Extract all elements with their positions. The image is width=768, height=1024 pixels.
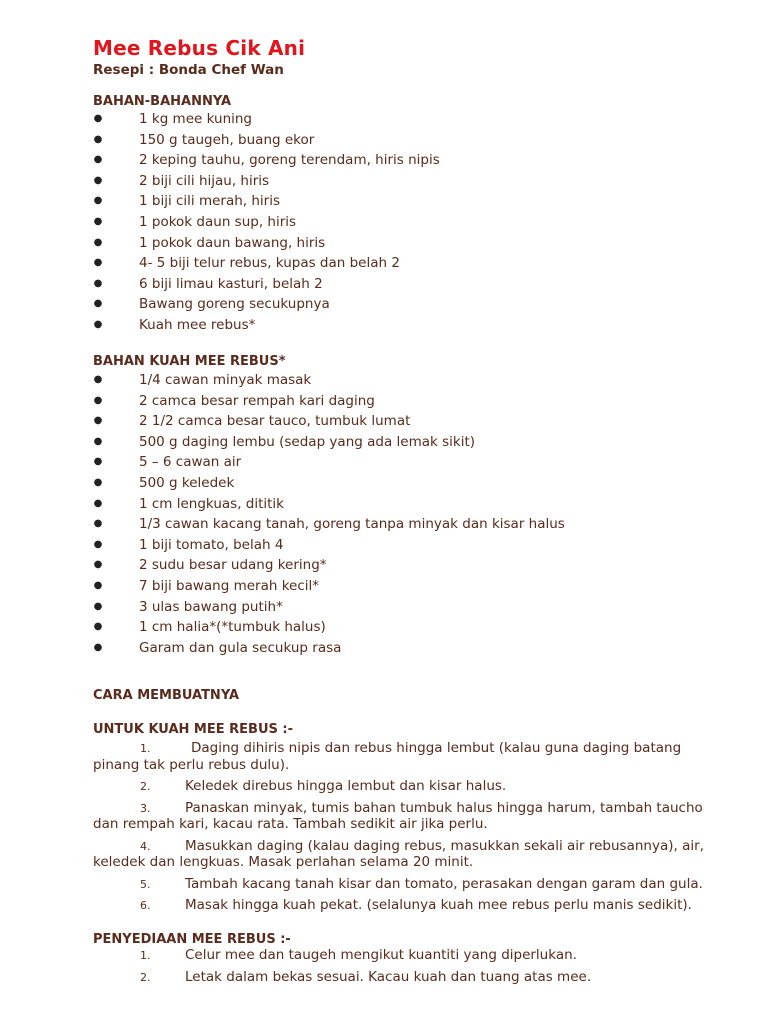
list-item: ● Kuah mee rebus* xyxy=(93,315,713,336)
bullet-icon: ● xyxy=(93,435,103,447)
step-item: 1. Celur mee dan taugeh mengikut kuantiti yang diperlukan. xyxy=(140,947,577,963)
bullet-icon: ● xyxy=(93,497,103,509)
heading-penyediaan: PENYEDIAAN MEE REBUS :- xyxy=(93,932,291,947)
bullet-icon: ● xyxy=(93,236,103,248)
bullet-icon: ● xyxy=(93,579,103,591)
penyediaan-steps xyxy=(93,947,718,990)
bullet-icon: ● xyxy=(93,415,103,427)
list-item: ● 150 g taugeh, buang ekor xyxy=(93,130,713,151)
step-item: 5. Tambah kacang tanah kisar dan tomato, perasakan dengan garam dan gula. xyxy=(140,875,703,892)
kuah-steps xyxy=(93,740,718,919)
bullet-icon: ● xyxy=(93,257,103,269)
list-item: ● 1 kg mee kuning xyxy=(93,109,713,130)
recipe-source: Resepi : Bonda Chef Wan xyxy=(93,62,284,78)
list-item: ● 2 1/2 camca besar tauco, tumbuk lumat xyxy=(93,411,713,432)
bullet-icon: ● xyxy=(93,133,103,145)
bullet-icon: ● xyxy=(93,600,103,612)
bullet-icon: ● xyxy=(93,174,103,186)
recipe-title: Mee Rebus Cik Ani xyxy=(93,36,306,60)
list-item: ● Bawang goreng secukupnya xyxy=(93,294,713,315)
bullet-icon: ● xyxy=(93,394,103,406)
step-item: 2. Letak dalam bekas sesuai. Kacau kuah dan tuang atas mee. xyxy=(140,968,592,985)
bullet-icon: ● xyxy=(93,154,103,166)
list-item: ● 1 pokok daun bawang, hiris xyxy=(93,233,713,254)
list-item: ● 500 g keledek xyxy=(93,473,713,494)
bullet-icon: ● xyxy=(93,641,103,653)
list-item: ● 6 biji limau kasturi, belah 2 xyxy=(93,274,713,295)
heading-untuk-kuah: UNTUK KUAH MEE REBUS :- xyxy=(93,722,293,737)
bullet-icon: ● xyxy=(93,518,103,530)
bullet-icon: ● xyxy=(93,621,103,633)
bahan-list xyxy=(93,109,713,336)
step-item: 3. Panaskan minyak, tumis bahan tumbuk halus hingga harum, tambah taucho dan rempah kari, kacau rata. Tambah sedikit air jika perlu. xyxy=(93,799,703,832)
bullet-icon: ● xyxy=(93,215,103,227)
list-item: ● 2 camca besar rempah kari daging xyxy=(93,391,713,412)
bullet-icon: ● xyxy=(93,195,103,207)
bullet-icon: ● xyxy=(93,456,103,468)
bullet-icon: ● xyxy=(93,538,103,550)
step-item: 1. Daging dihiris nipis dan rebus hingga lembut (kalau guna daging batang pinang tak perlu rebus dulu). xyxy=(93,740,682,773)
bullet-icon: ● xyxy=(93,559,103,571)
list-item: ● 1 cm halia*(*tumbuk halus) xyxy=(93,617,713,638)
list-item: ● 1/4 cawan minyak masak xyxy=(93,370,713,391)
kuah-list xyxy=(93,370,713,658)
list-item: ● 7 biji bawang merah kecil* xyxy=(93,576,713,597)
list-item: ● 2 sudu besar udang kering* xyxy=(93,555,713,576)
list-item: ● 1 pokok daun sup, hiris xyxy=(93,212,713,233)
list-item: ● 500 g daging lembu (sedap yang ada lemak sikit) xyxy=(93,432,713,453)
bullet-icon: ● xyxy=(93,277,103,289)
list-item: ● 2 keping tauhu, goreng terendam, hiris nipis xyxy=(93,150,713,171)
list-item: ● 1 cm lengkuas, dititik xyxy=(93,494,713,515)
step-item: 2. Keledek direbus hingga lembut dan kisar halus. xyxy=(140,778,507,794)
list-item: ● 3 ulas bawang putih* xyxy=(93,597,713,618)
list-item: ● 5 – 6 cawan air xyxy=(93,452,713,473)
bullet-icon: ● xyxy=(93,113,103,124)
bullet-icon: ● xyxy=(93,374,103,385)
bullet-icon: ● xyxy=(93,476,103,488)
list-item: ● 2 biji cili hijau, hiris xyxy=(93,171,713,192)
list-item: ● 4- 5 biji telur rebus, kupas dan belah 2 xyxy=(93,253,713,274)
heading-bahan: BAHAN-BAHANNYA xyxy=(93,94,232,109)
heading-kuah: BAHAN KUAH MEE REBUS* xyxy=(93,354,286,369)
heading-cara: CARA MEMBUATNYA xyxy=(93,688,240,703)
list-item: ● Garam dan gula secukup rasa xyxy=(93,638,713,659)
bullet-icon: ● xyxy=(93,298,103,310)
list-item: ● 1 biji cili merah, hiris xyxy=(93,191,713,212)
bullet-icon: ● xyxy=(93,318,103,330)
step-item: 4. Masukkan daging (kalau daging rebus, masukkan sekali air rebusannya), air, keledek dan lengkuas. Masak perlahan selama 20 minit. xyxy=(93,837,704,870)
step-item: 6. Masak hingga kuah pekat. (selalunya kuah mee rebus perlu manis sedikit). xyxy=(140,897,692,913)
list-item: ● 1 biji tomato, belah 4 xyxy=(93,535,713,556)
list-item: ● 1/3 cawan kacang tanah, goreng tanpa minyak dan kisar halus xyxy=(93,514,713,535)
